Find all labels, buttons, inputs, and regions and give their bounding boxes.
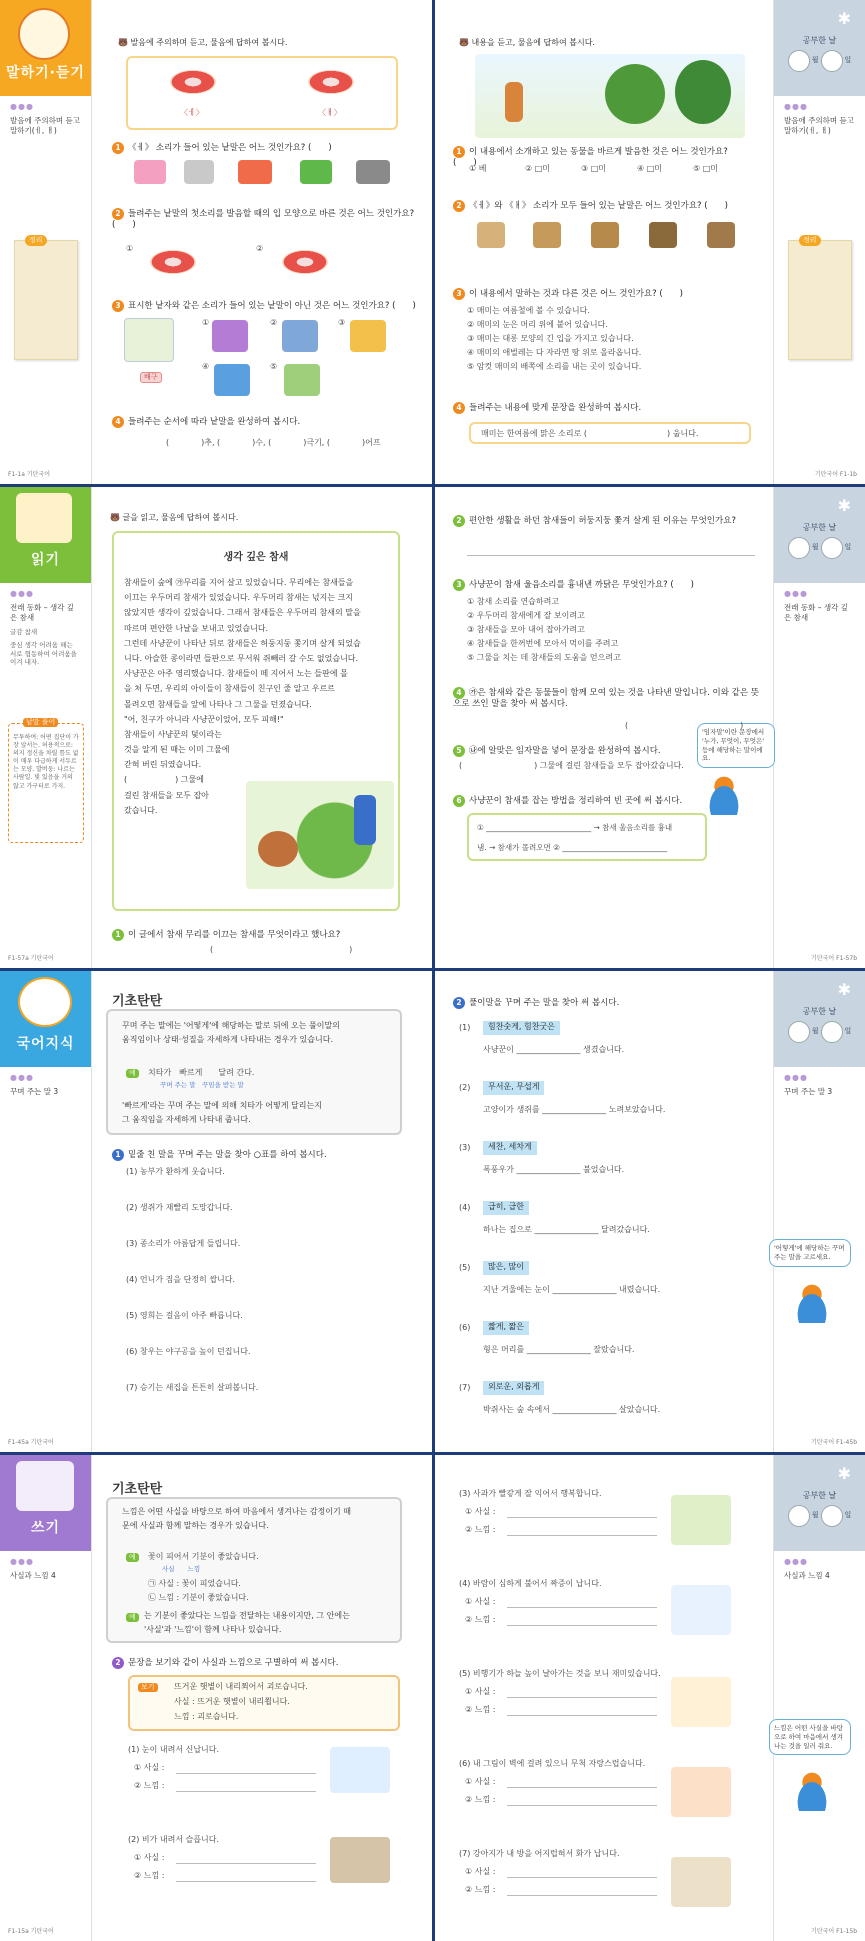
question-3: 3 사냥꾼이 참새 울음소리를 흉내낸 까닭은 무엇인가요? ( ) [453, 579, 753, 591]
word-box [8, 718, 84, 843]
example-tag: 예 [126, 1613, 139, 1622]
lips-caption-2: 〈ㅐ〉 [318, 108, 342, 117]
feel-label: ② 느낌 : [134, 1781, 165, 1790]
puppy-mess-image [671, 1857, 731, 1907]
bogi-tag: 보기 [138, 1683, 158, 1692]
q-number: 2 [453, 200, 465, 212]
q-number: 2 [112, 208, 124, 220]
page-footer: F1-15a 기탄국어 [8, 1927, 54, 1935]
option-5[interactable]: ⑤ □미 [693, 164, 719, 173]
option-1[interactable]: ① [126, 244, 134, 253]
q4-answer: 매미는 한여름에 맑은 소리로 ( ) 웁니다. [481, 429, 699, 438]
tree-icon [605, 64, 665, 124]
page-15a [0, 1455, 432, 1941]
note-card [14, 236, 78, 360]
page-footer: F1-1a 기탄국어 [8, 470, 51, 478]
feel-line[interactable] [507, 1715, 657, 1716]
sidebar [773, 0, 865, 484]
sidebar [0, 1455, 92, 1941]
sidebar [773, 1455, 865, 1941]
option-2[interactable]: ② □미 [525, 164, 551, 173]
page-footer: 기탄국어 F1-45b [811, 1438, 857, 1446]
page-57a [0, 487, 432, 968]
study-label: 공부한 날 [802, 1491, 837, 1500]
page-footer: 기탄국어 F1-57b [811, 954, 857, 962]
option-1[interactable]: ① 베 [469, 164, 487, 173]
month-label: 월 [811, 56, 819, 65]
lips-caption-1: 〈ㅔ〉 [180, 108, 204, 117]
item-6[interactable]: (6) 창우는 야구공을 높이 던집니다. [126, 1347, 251, 1356]
item-number: (2) [459, 1083, 471, 1092]
study-label: 공부한 날 [802, 1007, 837, 1016]
page-footer: 기탄국어 F1-1b [814, 470, 857, 478]
q6-line-1: ① ____________________________ → 참새 울음소리를 흉내 [477, 823, 673, 832]
month-label: 월 [811, 543, 819, 552]
instruction: 🐻 글을 읽고, 물음에 답하여 봅시다. [110, 513, 239, 522]
question-4: 4 들려주는 내용에 맞게 문장을 완성하여 봅시다. [453, 402, 753, 414]
feel-line[interactable] [507, 1895, 657, 1896]
page-1a [0, 0, 432, 484]
question-2: 2 《ㅔ》와 《ㅐ》 소리가 모두 들어 있는 낱말은 어느 것인가요? ( ) [453, 200, 753, 212]
concept-box [106, 1497, 402, 1643]
frog-image [300, 160, 332, 184]
lips-ae-image [308, 70, 354, 94]
feel-label: ② 느낌 : [134, 1871, 165, 1880]
sidebar-topic: 사실과 느낌 4 [784, 1570, 830, 1580]
sidebar [0, 971, 92, 1452]
fox-mascot-icon [787, 1767, 837, 1811]
item-number: (4) [459, 1203, 471, 1212]
airplane-image [671, 1677, 731, 1727]
child-net-icon [505, 82, 523, 122]
q-number: 4 [112, 416, 124, 428]
question-5: 5 ㉯에 알맞은 임자말을 넣어 문장을 완성하여 봅시다. [453, 745, 693, 757]
q-number: 2 [453, 515, 465, 527]
item-sentence[interactable]: 고양이가 생쥐를 ________________ 노려보았습니다. [483, 1105, 666, 1114]
bogi-line-1: 뜨거운 햇볕이 내리쬐어서 괴로습니다. [174, 1682, 308, 1691]
item-2: (2) 비가 내려서 슬픕니다. [128, 1835, 220, 1844]
snow-child-image [330, 1747, 390, 1793]
fact-line[interactable] [507, 1517, 657, 1518]
question-4: 4 ㉮은 참새와 같은 동물들이 함께 모여 있는 것을 나타낸 말입니다. 이와 같은 뜻으로 쓰인 말을 찾아 써 봅시다. [453, 688, 759, 710]
feel-line[interactable] [507, 1625, 657, 1626]
item-sentence[interactable]: 폭풍우가 ________________ 불었습니다. [483, 1165, 625, 1174]
sidebar [0, 487, 92, 968]
snowflake-icon: ✱ [837, 980, 851, 999]
tree-icon [675, 60, 731, 124]
question-3: 3 이 내용에서 말하는 것과 다른 것은 어느 것인가요? ( ) [453, 288, 753, 300]
fact-label: ① 사실 : [465, 1687, 496, 1696]
snowflake-icon: ✱ [837, 9, 851, 28]
hunter-icon [354, 795, 376, 845]
feel-line[interactable] [176, 1791, 316, 1792]
bogi-line-2: 사실 : 뜨거운 햇볕이 내리쬡니다. [174, 1697, 290, 1706]
option-3[interactable]: ③ 참새들을 모아 내어 잡아가려고 [467, 625, 585, 634]
q6-answer-box[interactable] [467, 813, 707, 861]
example-explain: '빠르게'라는 꾸며 주는 말에 의해 치타가 어떻게 달리는지 그 움직임을 자세하게 나타내 줍니다. [122, 1101, 322, 1125]
page-45a [0, 971, 432, 1452]
month-label: 월 [811, 1027, 819, 1036]
sidebar-title: 읽기 [30, 552, 61, 568]
hint-bubble: '임자말'이란 문장에서 '누가, 무엇이, 무엇은' 등에 해당하는 말이에요. [697, 723, 775, 768]
page-1b [435, 0, 865, 484]
item-1[interactable]: (1) 농부가 환하게 웃습니다. [126, 1167, 225, 1176]
fact-line[interactable] [507, 1787, 657, 1788]
scissors-image [184, 160, 214, 184]
cicada-image-4 [649, 222, 677, 248]
people-image [282, 320, 318, 352]
snowflake-icon: ✱ [837, 496, 851, 515]
q-number: 2 [453, 997, 465, 1009]
q4-answer-box[interactable] [469, 422, 751, 444]
note-pin: 정리 [799, 235, 821, 246]
item-sentence[interactable]: 하나는 집으로 ________________ 달려갔습니다. [483, 1225, 650, 1234]
q-number: 3 [453, 288, 465, 300]
feel-label: ② 느낌 : [465, 1615, 496, 1624]
day-field[interactable] [821, 1021, 843, 1043]
month-label: 월 [811, 1511, 819, 1520]
q-number: 2 [112, 1657, 124, 1669]
sidebar-header [0, 487, 91, 583]
word-choices: 세찬, 세차게 [483, 1141, 537, 1155]
hint-bubble: '어떻게'에 해당하는 꾸며 주는 말을 고르세요. [769, 1239, 851, 1267]
word-choices: 무서운, 무섭게 [483, 1081, 544, 1095]
apple-tree-image [671, 1495, 731, 1545]
fact-line[interactable] [176, 1863, 316, 1864]
dots-icon: ●●● [10, 589, 34, 598]
item-number: (5) [459, 1263, 471, 1272]
sidebar-title: 쓰기 [30, 1520, 61, 1536]
fact-line[interactable] [176, 1773, 316, 1774]
forest-illustration [475, 54, 745, 138]
story-title: 생각 깊은 참새 [223, 552, 289, 563]
instruction: 🐻 발음에 주의하며 듣고, 물음에 답하여 봅시다. [118, 38, 288, 47]
feel-label: ② 느낌 : [465, 1525, 496, 1534]
day-label: 일 [844, 543, 852, 552]
lips-option-2 [282, 250, 328, 274]
question-6: 6 사냥꾼이 참새를 잡는 방법을 정리하여 빈 곳에 써 봅시다. [453, 795, 693, 807]
note-pin: 정리 [25, 235, 47, 246]
day-field[interactable] [821, 50, 843, 72]
story-body: 참새들이 숲에 ㉮무리를 지어 살고 있었습니다. 무리에는 참새들을 이끄는 우두머리 참새가 있었습니다. 우두머리 참새는 넋지는 크지 않았지만 생각이 깊었습니다. 그래서 참새들은 우두머리 참새의 말을 따르며 편안한 나날을 보내고 있었습니다. 그런데 사냥꾼이 나타난 뒤로 참새들은 허둥지둥 쫓기며 살게 되었습 니다. 아슬한 콩이라면 들판으로 무서워 쥐빼러 갈 수도 없었습니다. 사냥꾼은 아주 영리했습니다. 참새들이 떼 지어서 노는 들판에 몰 을 쳐 두면, 우리의 아이들이 참새들이 친구인 줄 알고 우르르 몰려오면 참새들을 앞에 나타나 그 그물을 던졌습니다. "어, 친구가 아니라 사냥꾼이었어, 모두 피해!" 참새들이 사냥꾼의 덫이라는 것을 알게 된 때는 이미 그물에 갇혀 버린 뒤였습니다. ( ) 그물에 걸린 참새들을 모두 잡아 갔습니다. [124, 578, 361, 815]
item-4: (4) 바람이 심하게 불어서 짜증이 납니다. [459, 1579, 602, 1588]
q-number: 1 [112, 929, 124, 941]
option-3[interactable]: ③ 매미는 대롱 모양의 긴 입을 가지고 있습니다. [467, 334, 634, 343]
note-card [788, 236, 852, 360]
example-feel: ㉡ 느낌 : 기분이 좋았습니다. [148, 1593, 249, 1602]
fact-line[interactable] [507, 1877, 657, 1878]
dots-icon: ●●● [784, 1557, 808, 1566]
month-field[interactable] [788, 1021, 810, 1043]
item-number: (1) [459, 1023, 471, 1032]
fact-line[interactable] [507, 1697, 657, 1698]
word-choices: 급히, 급한 [483, 1201, 529, 1215]
dots-icon: ●●● [784, 1073, 808, 1082]
instruction: 🐻 내용을 듣고, 물음에 답하여 봅시다. [459, 38, 595, 47]
painting-image [671, 1767, 731, 1817]
day-label: 일 [844, 56, 852, 65]
day-field[interactable] [821, 1505, 843, 1527]
fact-label: ① 사실 : [134, 1763, 165, 1772]
example-tag: 예 [126, 1069, 139, 1078]
study-date [774, 0, 865, 96]
question-2: 2 문장을 보기와 같이 사실과 느낌으로 구별하여 써 봅시다. [112, 1657, 412, 1669]
example-sub: 꾸며 주는 말 꾸밈을 받는 말 [160, 1081, 244, 1089]
q-number: 1 [112, 142, 124, 154]
option-5[interactable]: ⑤ 암컷 매미의 배쪽에 소리를 내는 곳이 있습니다. [467, 362, 642, 371]
dots-icon: ●●● [784, 102, 808, 111]
concept-box [106, 1009, 402, 1135]
fact-label: ① 사실 : [465, 1867, 496, 1876]
lips-option-1 [150, 250, 196, 274]
option-3[interactable]: ③ □미 [581, 164, 607, 173]
lips-frame [126, 56, 398, 130]
example-sub: 사실 느낌 [162, 1565, 201, 1573]
snowflake-icon: ✱ [837, 1464, 851, 1483]
option-4[interactable]: ④ 매미의 애벌레는 다 자라면 땅 위로 올라옵니다. [467, 348, 642, 357]
sidebar-topic: 발음에 주의하며 듣고 말하기(ㅔ, ㅐ) [10, 115, 80, 135]
q-number: 6 [453, 795, 465, 807]
study-label: 공부한 날 [802, 36, 837, 45]
writing-illustration [16, 1461, 74, 1511]
sidebar-header [0, 971, 91, 1067]
day-label: 일 [844, 1027, 852, 1036]
item-3[interactable]: (3) 종소리가 아름답게 들립니다. [126, 1239, 241, 1248]
dots-icon: ●●● [10, 1073, 34, 1082]
sidebar-header [0, 1455, 91, 1551]
month-field[interactable] [788, 50, 810, 72]
word-tag: 낱말 풀이 [23, 718, 58, 727]
item-4[interactable]: (4) 언니가 짐을 단정히 쌉니다. [126, 1275, 236, 1284]
item-sentence[interactable]: 사냥꾼이 ________________ 생겼습니다. [483, 1045, 625, 1054]
sidebar-title: 국어지식 [16, 1036, 75, 1052]
feel-line[interactable] [507, 1535, 657, 1536]
question-1: 1 이 내용에서 소개하고 있는 동물을 바르게 발음한 것은 어느 것인가요? ( ) [453, 147, 728, 169]
option-4[interactable]: ④ □미 [637, 164, 663, 173]
month-field[interactable] [788, 1505, 810, 1527]
bogi-line-3: 느낌 : 괴로습니다. [174, 1712, 239, 1721]
option-4[interactable]: ④ [202, 362, 210, 371]
fact-label: ① 사실 : [465, 1597, 496, 1606]
question-2: 2 들려주는 낱말의 첫소리를 발음할 때의 입 모양으로 바른 것은 어느 것인가요? ( ) [112, 209, 415, 231]
example-sentence: 꽃이 피어서 기분이 좋았습니다. [148, 1552, 259, 1561]
word-choices: 외로운, 외롭게 [483, 1381, 544, 1395]
sidebar-topic: 발음에 주의하며 듣고 말하기(ㅔ, ㅐ) [784, 115, 854, 135]
example-tag: 예 [126, 1553, 139, 1562]
fox-mascot-icon [787, 1279, 837, 1323]
feel-label: ② 느낌 : [465, 1795, 496, 1804]
q-number: 4 [453, 687, 465, 699]
fox-mascot-icon [699, 771, 749, 815]
lips-e-image [170, 70, 216, 94]
question-4: 4 들려주는 순서에 따라 낱말을 완성하여 봅시다. [112, 416, 422, 428]
study-date [774, 971, 865, 1067]
option-1[interactable]: ① [202, 318, 210, 327]
net-bag-icon [258, 831, 298, 867]
sidebar-topic: 전래 동화 – 생각 깊은 참새 [784, 602, 849, 622]
shrimp-image [238, 160, 272, 184]
bird-image [212, 320, 248, 352]
sidebar [0, 0, 92, 484]
q4-answer[interactable]: ( ) [625, 721, 744, 730]
option-5[interactable]: ⑤ [270, 362, 278, 371]
sidebar-topic: 사실과 느낌 4 [10, 1570, 56, 1580]
example-explain: 는 기분이 좋았다는 느낌을 전달하는 내용이지만, 그 안에는 '사실'과 '느낌'이 함께 나타나 있습니다. [144, 1611, 350, 1635]
option-2[interactable]: ② [256, 244, 264, 253]
feel-label: ② 느낌 : [465, 1705, 496, 1714]
q-number: 1 [453, 146, 465, 158]
word-choices: 많은, 많이 [483, 1261, 529, 1275]
sidebar-header [0, 0, 91, 96]
page-57b [435, 487, 865, 968]
dots-icon: ●●● [10, 1557, 34, 1566]
fact-label: ① 사실 : [134, 1853, 165, 1862]
kicho-title: 기초탄탄 [112, 1482, 163, 1497]
q2-answer-line[interactable] [467, 555, 755, 556]
feel-label: ② 느낌 : [465, 1885, 496, 1894]
option-2[interactable]: ② 매미의 눈은 머리 위에 붙어 있습니다. [467, 320, 608, 329]
option-5[interactable]: ⑤ 그물을 치는 데 참새들의 도움을 얻으려고 [467, 653, 621, 662]
word-text: 무투하여: 어떤 집단이 가장 앞서는. 허용적으로: 의지 정신을 차릴 틈도 없이 매우 다급하게 서두르는 모양. 발버둥: 나르는 사람일. 빛 있음을 거의 않고 가구터로 가지. [13, 734, 79, 790]
item-number: (7) [459, 1383, 471, 1392]
dots-icon: ●●● [784, 589, 808, 598]
option-2[interactable]: ② 우두머리 참새에게 잘 보이려고 [467, 611, 585, 620]
question-1: 1 밑줄 친 말을 꾸며 주는 말을 찾아 ○표를 하여 봅시다. [112, 1149, 412, 1161]
word-choices: 짧게, 짧은 [483, 1321, 529, 1335]
fact-label: ① 사실 : [465, 1507, 496, 1516]
study-date [774, 487, 865, 583]
feel-line[interactable] [176, 1881, 316, 1882]
sidebar-topic: 꾸며 주는 말 3 [784, 1086, 833, 1096]
word-choices: 힘찬숫게, 힘찬굿은 [483, 1021, 560, 1035]
sidebar [773, 487, 865, 968]
concept-text: 느낌은 어떤 사실을 바탕으로 하여 마음에서 생겨나는 감정이기 때 문에 사실과 함께 말하는 경우가 있습니다. [122, 1507, 351, 1531]
day-field[interactable] [821, 537, 843, 559]
sidebar-theme: 중심 생각 어려움 해는 서로 협동하여 어려움을 이겨 내자. [10, 640, 77, 667]
page-footer: F1-57a 기탄국어 [8, 954, 54, 962]
page-footer: 기탄국어 F1-15b [811, 1927, 857, 1935]
option-1[interactable]: ① 매미는 여름철에 볼 수 있습니다. [467, 306, 590, 315]
sidebar-topic: 꾸며 주는 말 3 [10, 1086, 59, 1096]
sidebar-material: 글감 참새 [10, 628, 38, 637]
option-3[interactable]: ③ [338, 318, 346, 327]
fact-label: ① 사실 : [465, 1777, 496, 1786]
q4-answer[interactable]: ( )추, ( )수, ( )극기, ( )어프 [166, 438, 381, 447]
bag-image [350, 320, 386, 352]
fact-line[interactable] [507, 1607, 657, 1608]
page-footer: F1-45a 기탄국어 [8, 1438, 54, 1446]
cat-books-illustration [16, 493, 72, 543]
q-number: 4 [453, 402, 465, 414]
windy-child-image [671, 1585, 731, 1635]
item-number: (6) [459, 1323, 471, 1332]
hunter-net-illustration [246, 781, 394, 889]
day-label: 일 [844, 1511, 852, 1520]
tub-image [214, 364, 250, 396]
item-sentence[interactable]: 형은 머리를 ________________ 잘랐습니다. [483, 1345, 635, 1354]
study-label: 공부한 날 [802, 523, 837, 532]
item-7[interactable]: (7) 승기는 새집을 튼튼히 살펴봅니다. [126, 1383, 259, 1392]
item-5[interactable]: (5) 영희는 걸음이 아주 빠릅니다. [126, 1311, 243, 1320]
q-number: 5 [453, 745, 465, 757]
cicada-image-1 [477, 222, 505, 248]
q3-label: 배구 [140, 372, 162, 383]
dots-icon: ●●● [10, 102, 34, 111]
example-sentence: 치타가 빠르게 달려 간다. [148, 1068, 255, 1077]
volleyball-image [124, 318, 174, 362]
item-7: (7) 강아지가 내 방을 어지럽혀서 화가 납니다. [459, 1849, 620, 1858]
cicada-image-3 [591, 222, 619, 248]
sidebar-genre: 전래 동화 – 생각 깊은 참새 [10, 602, 75, 622]
study-date [774, 1455, 865, 1551]
item-sentence[interactable]: 지난 겨울에는 눈이 ________________ 내렸습니다. [483, 1285, 661, 1294]
concept-text: 꾸며 주는 말에는 '어떻게'에 해당하는 말로 뒤에 오는 풀이말의 움직임이나 상태·성질을 자세하게 나타내는 경우가 있습니다. [122, 1021, 340, 1045]
option-2[interactable]: ② [270, 318, 278, 327]
q-number: 3 [453, 579, 465, 591]
story-frame [112, 531, 400, 911]
cicada-image-5 [707, 222, 735, 248]
sidebar-title: 말하기·듣기 [6, 65, 85, 81]
item-1: (1) 눈이 내려서 신납니다. [128, 1745, 220, 1754]
q-number: 1 [112, 1149, 124, 1161]
child-illustration [18, 8, 70, 60]
kicho-title: 기초탄탄 [112, 994, 163, 1009]
rhino-image [356, 160, 390, 184]
item-2[interactable]: (2) 생쥐가 재빨리 도망갑니다. [126, 1203, 233, 1212]
hint-bubble: 느낌은 어떤 사실을 바탕으로 하여 마음에서 생겨나는 것을 일러 줘요. [769, 1719, 851, 1755]
cicada-image-2 [533, 222, 561, 248]
question-3: 3 표시한 낱자와 같은 소리가 들어 있는 낱말이 아닌 것은 어느 것인가요? ( ) [112, 300, 422, 312]
page-15b [435, 1455, 865, 1941]
page-45b [435, 971, 865, 1452]
q1-answer[interactable]: ( ) [210, 945, 353, 954]
tennis-image [284, 364, 320, 396]
item-number: (3) [459, 1143, 471, 1152]
question-1: 1 이 글에서 참새 무리를 이끄는 참새를 무엇이라고 했나요? [112, 929, 412, 941]
option-4[interactable]: ④ 참새들을 한꺼번에 모아서 먹이를 주려고 [467, 639, 619, 648]
question-2: 2 풀이말을 꾸며 주는 말을 찾아 써 봅시다. [453, 997, 753, 1009]
q5-answer[interactable]: ( ) 그물에 걸린 참새들을 모두 잡아갔습니다. [459, 761, 684, 770]
girl-illustration [18, 977, 72, 1027]
question-1: 1 《ㅔ》 소리가 들어 있는 낱말은 어느 것인가요? ( ) [112, 142, 422, 154]
item-3: (3) 사과가 빨갛게 잘 익어서 행복합니다. [459, 1489, 602, 1498]
cake-image [134, 160, 166, 184]
rain-child-image [330, 1837, 390, 1883]
q-number: 3 [112, 300, 124, 312]
example-fact: ㉠ 사실 : 꽃이 피었습니다. [148, 1579, 241, 1588]
feel-line[interactable] [507, 1805, 657, 1806]
q6-line-2: 냄. → 참새가 몰려오면 ② ____________________________ [477, 843, 668, 852]
item-5: (5) 비행기가 하늘 높이 날아가는 것을 보니 재미있습니다. [459, 1669, 661, 1678]
item-sentence[interactable]: 박쥐사는 숲 속에서 ________________ 살았습니다. [483, 1405, 661, 1414]
sidebar [773, 971, 865, 1452]
option-1[interactable]: ① 참새 소리를 연습하려고 [467, 597, 560, 606]
month-field[interactable] [788, 537, 810, 559]
question-2: 2 편안한 생활을 하던 참새들이 허둥지둥 쫓겨 살게 된 이유는 무엇인가요? [453, 515, 753, 527]
item-6: (6) 내 그림이 벽에 걸려 있으니 무척 자랑스럽습니다. [459, 1759, 646, 1768]
bogi-box [128, 1675, 400, 1731]
